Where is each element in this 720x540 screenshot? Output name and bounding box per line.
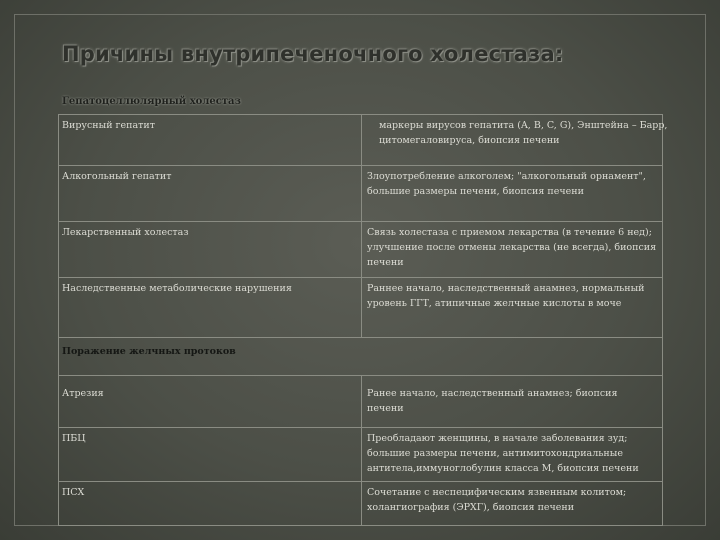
diagnosis-cell: Ранее начало, наследственный анамнез; биопсия печени xyxy=(367,388,618,414)
table-row xyxy=(59,221,662,277)
diagnosis-cell: Преобладают женщины, в начале заболевания зуд; большие размеры печени, антимитохондриальные антитела,иммуноглобулин класса М, биопсия печени xyxy=(367,433,639,474)
section-row xyxy=(59,337,662,375)
diagnosis-cell: Раннее начало, наследственный анамнез, нормальный уровень ГГТ, атипичные желчные кислоты в моче xyxy=(367,283,645,309)
slide-title: Причины внутрипеченочного холестаза: xyxy=(62,42,564,66)
diagnosis-cell: Сочетание с неспецифическим язвенным колитом; холангиография (ЭРХГ), биопсия печени xyxy=(367,487,627,513)
causes-table xyxy=(58,114,668,526)
section-header-bile-ducts: Поражение желчных протоков xyxy=(62,346,236,357)
diagnosis-cell: Злоупотребление алкоголем; "алкогольный орнамент", большие размеры печени, биопсия печени xyxy=(367,171,646,197)
table-row xyxy=(59,277,662,337)
cause-cell: ПСХ xyxy=(62,487,85,498)
cause-cell: Лекарственный холестаз xyxy=(62,227,189,238)
diagnosis-cell: маркеры вирусов гепатита (A, B, C, G), Энштейна – Барр, цитомегаловируса, биопсия печени xyxy=(379,120,668,146)
table-row xyxy=(59,115,668,165)
cause-cell: Алкогольный гепатит xyxy=(62,171,172,182)
cause-cell: ПБЦ xyxy=(62,433,86,444)
diagnosis-cell: Связь холестаза с приемом лекарства (в течение 6 нед); улучшение после отмены лекарства (не всегда), биопсия печени xyxy=(367,227,657,268)
cause-cell: Наследственные метаболические нарушения xyxy=(62,283,292,294)
table-row xyxy=(59,427,662,481)
table-row xyxy=(59,375,662,427)
cause-cell: Вирусный гепатит xyxy=(62,120,155,131)
table-row xyxy=(59,165,662,221)
cause-cell: Атрезия xyxy=(62,388,104,399)
table-row xyxy=(59,481,662,525)
section-header-hepatocellular: Гепатоцеллюлярный холестаз xyxy=(62,96,241,107)
